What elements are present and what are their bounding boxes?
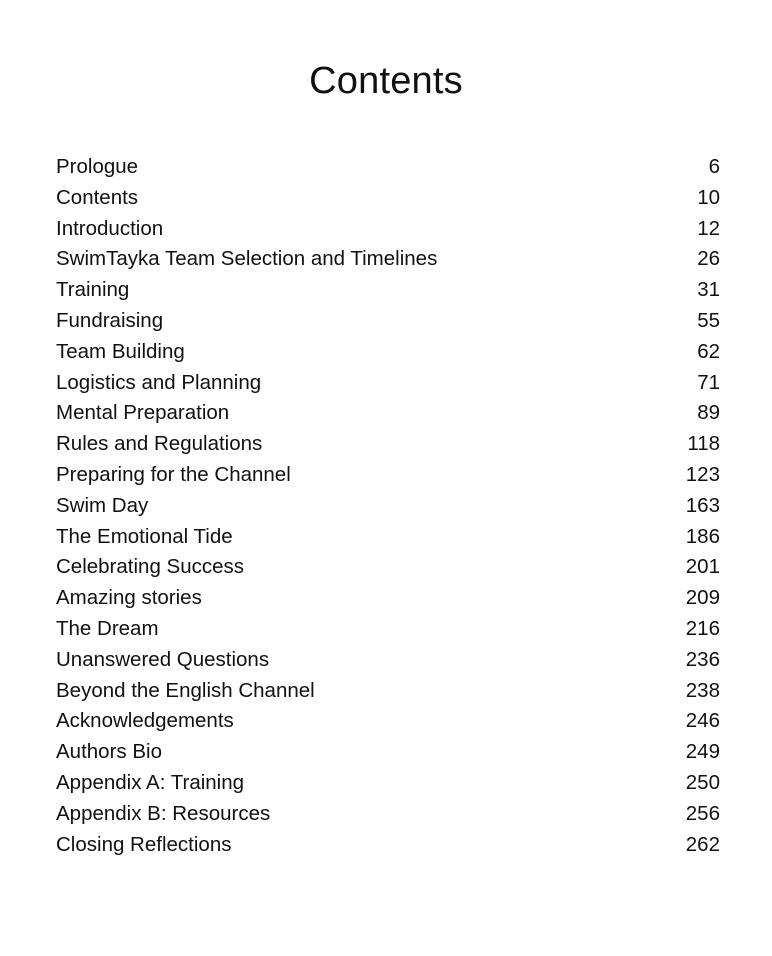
toc-entry-title: Beyond the English Channel — [56, 678, 315, 702]
toc-entry — [56, 522, 720, 553]
toc-entry — [56, 368, 720, 399]
toc-entry-page: 31 — [697, 278, 720, 302]
toc-entry — [56, 706, 720, 737]
toc-entry-title: Celebrating Success — [56, 555, 245, 579]
toc-entry-page: 262 — [685, 832, 720, 856]
toc-entry-page: 246 — [685, 709, 720, 733]
toc-entry-page: 55 — [697, 308, 720, 332]
toc-entry — [56, 429, 720, 460]
toc-entry-title: Prologue — [56, 155, 139, 178]
toc-entry-page: 236 — [685, 647, 720, 671]
toc-entry-title: Team Building — [56, 339, 185, 363]
toc-entry-title: The Emotional Tide — [56, 524, 233, 548]
toc-entry — [56, 491, 720, 522]
toc-entry — [56, 768, 720, 799]
toc-entry — [56, 737, 720, 768]
toc-entry-page: 186 — [685, 524, 720, 548]
toc-entry-page: 256 — [685, 801, 720, 825]
toc-entry-title: The Dream — [56, 616, 159, 640]
toc-entry-page: 26 — [697, 247, 720, 271]
toc-entry — [56, 460, 720, 491]
toc-entry-title: Mental Preparation — [56, 401, 230, 425]
toc-entry-page: 249 — [685, 740, 720, 764]
toc-entry — [56, 830, 720, 861]
toc-entry — [56, 398, 720, 429]
table-of-contents — [56, 152, 720, 860]
toc-entry-title: Appendix A: Training — [56, 770, 245, 794]
toc-entry — [56, 676, 720, 707]
toc-entry-title: Introduction — [56, 216, 164, 240]
toc-entry-page: 163 — [685, 493, 720, 517]
toc-entry — [56, 583, 720, 614]
toc-entry-page: 12 — [697, 216, 720, 240]
toc-entry — [56, 337, 720, 368]
toc-entry-page: 118 — [687, 432, 720, 456]
toc-entry — [56, 214, 720, 245]
toc-entry-title: Rules and Regulations — [56, 432, 263, 456]
toc-entry-title: Preparing for the Channel — [56, 462, 291, 486]
toc-entry-page: 123 — [685, 462, 720, 486]
toc-entry-title: Fundraising — [56, 308, 164, 332]
toc-entry — [56, 244, 720, 275]
toc-entry-title: Unanswered Questions — [56, 647, 270, 671]
toc-entry — [56, 552, 720, 583]
toc-entry — [56, 799, 720, 830]
toc-entry-title: Closing Reflections — [56, 832, 232, 856]
toc-entry-page: 10 — [697, 185, 720, 209]
toc-entry-page: 238 — [685, 678, 720, 702]
toc-entry-page: 89 — [697, 401, 720, 425]
toc-entry-title: Swim Day — [56, 493, 149, 517]
toc-entry-title: Contents — [56, 185, 139, 209]
toc-entry-page: 209 — [685, 586, 720, 610]
toc-entry — [56, 152, 720, 183]
toc-entry — [56, 614, 720, 645]
toc-entry-title: Acknowledgements — [56, 709, 234, 733]
toc-entry-title: Amazing stories — [56, 586, 202, 610]
toc-entry-page: 62 — [697, 339, 720, 363]
toc-entry-title: Appendix B: Resources — [56, 801, 271, 825]
toc-entry-title: SwimTayka Team Selection and Timelines — [56, 247, 438, 271]
toc-entry-title: Training — [56, 278, 130, 302]
toc-entry — [56, 183, 720, 214]
page-title: Contents — [309, 60, 463, 102]
toc-entry-page: 216 — [685, 616, 720, 640]
toc-entry-page: 250 — [685, 770, 720, 794]
toc-entry-page: 6 — [708, 155, 720, 178]
toc-entry-page: 71 — [697, 370, 720, 394]
toc-entry — [56, 645, 720, 676]
toc-entry — [56, 275, 720, 306]
toc-entry — [56, 306, 720, 337]
toc-entry-title: Authors Bio — [56, 740, 162, 764]
toc-entry-title: Logistics and Planning — [56, 370, 262, 394]
toc-entry-page: 201 — [685, 555, 720, 579]
